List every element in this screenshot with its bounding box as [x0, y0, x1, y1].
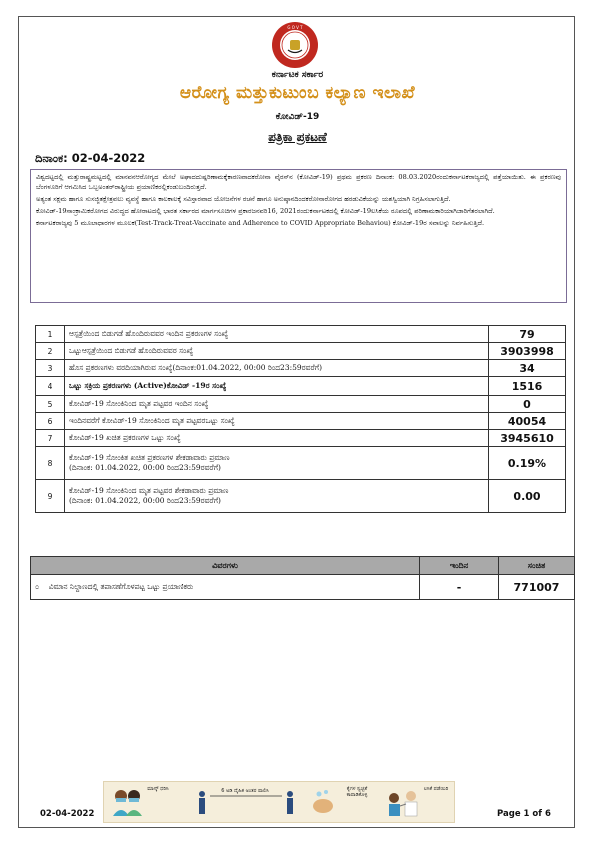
row-value: 0.00	[489, 480, 566, 513]
press-release-heading: ಪತ್ರಿಕಾ ಪ್ರಕಟಣೆ	[268, 130, 327, 144]
row-number: 2	[36, 343, 65, 360]
row-value: 79	[489, 326, 566, 343]
row-label: ಆಸ್ಪತ್ರೆಯಿಂದ ಬಿಡುಗಡೆ ಹೊಂದಿರುವವರ ಇಂದಿನ ಪ್ರಕರಣಗಳ ಸಂಖ್ಯೆ	[65, 326, 489, 343]
karnataka-emblem-icon	[270, 20, 320, 70]
row-label: ಒಟ್ಟುಆಸ್ಪತ್ರೆಯಿಂದ ಬಿಡುಗಡೆ ಹೊಂದಿರುವವರ ಸಂಖ್ಯೆ	[65, 343, 489, 360]
department-title: ಆರೋಗ್ಯ ಮತ್ತುಕುಟುಂಬ ಕಲ್ಯಾಣ ಇಲಾಖೆ	[179, 83, 416, 103]
row-total: 771007	[499, 575, 575, 600]
row-label: ಕೋವಿಡ್-19 ಖಚಿತ ಪ್ರಕರಣಗಳ ಒಟ್ಟು ಸಂಖ್ಯೆ	[65, 430, 489, 447]
row-value: 0	[489, 396, 566, 413]
banner-mask-label: ಮಾಸ್ಕ್ ಧರಿಸಿ	[147, 786, 169, 792]
banner-vaccine-label: ಲಸಿಕೆ ಪಡೆಯಿರಿ	[423, 786, 449, 792]
row-label: ಕೋವಿಡ್-19 ಸೋಂಕಿನಿಂದ ಮೃತ ಪಟ್ಟವರ ಇಂದಿನ ಸಂಖ್ಯೆ	[65, 396, 489, 413]
page-number: 1	[523, 809, 530, 819]
column-header: ಸಂಚಿತ	[499, 557, 575, 575]
row-label-sub: (ದಿನಾಂಕ: 01.04.2022, 00:00 ರಿಂದ23:59ರವರೆಗೆ)	[69, 496, 221, 505]
row-number: 7	[36, 430, 65, 447]
page-of: of	[529, 809, 545, 819]
row-number: 1	[36, 326, 65, 343]
table-row	[36, 343, 566, 360]
row-value: 0.19%	[489, 447, 566, 480]
page-prefix: Page	[497, 809, 524, 819]
row-label-text: ವಿಮಾನ ನಿಲ್ದಾಣದಲ್ಲಿ ತಪಾಸಣೆಗೊಳಪಟ್ಟ ಒಟ್ಟು ಪ್ರಯಾಣಿಕರು	[48, 582, 194, 591]
banner-handwash-label: ಕೈಗಳ ಸ್ವಚ್ಛತೆ ಕಾಪಾಡಿಕೊಳ್ಳಿ	[346, 786, 368, 798]
row-label	[65, 480, 489, 513]
row-label	[31, 575, 420, 600]
row-value: 34	[489, 360, 566, 377]
intro-box	[30, 169, 567, 303]
row-label-main: ಕೋವಿಡ್-19 ಸೋಂಕಿನಿಂದ ಮೃತ ಪಟ್ಟವರ ಶೇಕಡಾವಾರು ಪ್ರಮಾಣ	[69, 486, 229, 495]
row-value: 1516	[489, 377, 566, 396]
intro-paragraph: ಅತ್ಯಂತ ಸಕ್ಷಮ ಹಾಗೂ ಸುಸಜ್ಜಿತಕ್ಷೇತ್ರವಲು ವ್ಯವಸ್ಥೆ ಹಾಗೂ ಕಾಲಕಾಲಕ್ಕೆ ಸವಿಸ್ತಾರವಾದ ಯೋಜನೆಗಳ ರಚನೆ ಹಾಗೂ ಅನುಷ್ಠಾನದಿಂದಕರೋನಾರೋಗದ ಹರಡುವಿಕೆಯನ್ನು ಯಶಸ್ವಿಯಾಗಿ ನಿಗ್ರಹಿಸಲಾಗುತ್ತಿದೆ.	[36, 194, 451, 203]
page-indicator	[497, 809, 551, 819]
table-row	[36, 396, 566, 413]
vaccine-icon	[386, 787, 420, 817]
row-number: ೦	[35, 582, 40, 591]
intro-paragraph: ಕರ್ನಾಟಕರಾಜ್ಯವು 5 ಮೂಲಾಧಾರಗಳ ಮೂಲಕ(Test-Track-Treat-Vaccinate and Adherence to COVID Appropriate Behaviou) ಕೋವಿಡ್-19ರ ಸವಾಲನ್ನು ನಿರ್ವಹಿಸುತ್ತಿದೆ.	[36, 218, 485, 227]
page-total: 6	[544, 809, 551, 819]
table-header-row	[31, 557, 575, 575]
table-row	[31, 575, 575, 600]
row-number: 8	[36, 447, 65, 480]
svg-text:G O V T: G O V T	[287, 25, 303, 30]
table-row	[36, 480, 566, 513]
covid-precautions-banner	[103, 781, 455, 823]
row-number: 3	[36, 360, 65, 377]
row-number: 5	[36, 396, 65, 413]
airport-screening-table	[30, 556, 575, 600]
row-number: 4	[36, 377, 65, 396]
row-label: ಹೊಸ ಪ್ರಕರಣಗಳು ವರದಿಯಾಗಿರುವ ಸಂಖ್ಯೆ(ದಿನಾಂಕ:01.04.2022, 00:00 ರಿಂದ23:59ರವರೆಗೆ)	[65, 360, 489, 377]
covid-stats-table	[35, 325, 566, 513]
mask-people-icon	[112, 788, 142, 816]
table-row	[36, 447, 566, 480]
row-value: 3903998	[489, 343, 566, 360]
row-label-main: ಕೋವಿಡ್-19 ಸೋಂಕಿತ ಖಚಿತ ಪ್ರಕರಣಗಳ ಶೇಕಡಾವಾರು ಪ್ರಮಾಣ	[69, 453, 230, 462]
row-value: 40054	[489, 413, 566, 430]
government-name: ಕರ್ನಾಟಕ ಸರ್ಕಾರ	[271, 70, 324, 80]
intro-paragraph: ವಿಶ್ವದಟ್ಟದಲ್ಲಿ ಮತ್ತುರಾಷ್ಟ್ರಮಟ್ಟದಲ್ಲಿ ಮಾನವನಆರೋಗ್ಯದ ಮೇಲೆ ಅಘಾದದುಷ್ಪರಿಣಾಮಕ್ಕೆಕಾರಣವಾದಕರೋನಾ ವೈರಸ್‌ನ (ಕೋವಿಡ್-19) ಪ್ರಥಮ ಪ್ರಕರಣ ದಿನಾಂಕ: 08.03.2020ರಂದುಕರ್ನಾಟಕರಾಜ್ಯದಲ್ಲಿ ಪತ್ತೆಯಾಯಿತು. ಈ ಪ್ರಕರಣವು ಬೆಂಗಳೂರಿಗೆ ಆಗಮಿಸಿದ ಒಬ್ಬಅಂತರ್‌ರಾಷ್ಟ್ರೀಯ ಪ್ರಯಾಣಿಕರಲ್ಲಿಕಂಡುಬಂದಿರುತ್ತದೆ.	[36, 173, 561, 191]
row-label: ಇಂದಿನವರೆಗೆ ಕೋವಿಡ್-19 ಸೋಂಕಿನಿಂದ ಮೃತ ಪಟ್ಟವರಒಟ್ಟು ಸಂಖ್ಯೆ	[65, 413, 489, 430]
handwash-icon	[310, 788, 336, 816]
footer-date: 02-04-2022	[40, 809, 95, 819]
intro-paragraph: ಕೋವಿಡ್-19ಸಾಂಕ್ರಾಮಿಕರೋಗದ ವಿರುದ್ಧದ ಹೋರಾಟದಲ್ಲಿ ಭಾರತ ಸರ್ಕಾರದ ಮಾರ್ಗಸೂಚಿಗಳ ಪ್ರಕಾರಜನವರಿ16, 2021ರಂದುಕರ್ನಾಟಕದಲ್ಲಿ ಕೋವಿಡ್-19ಲಸಿಕೆಯ ರೂಪದಲ್ಲಿ ಪರಿಣಾಮಕಾರಿಯಾಗಿಜಾರಿಗೆತರಲಾಗಿದೆ.	[36, 206, 495, 215]
table-row	[36, 430, 566, 447]
column-header: ವಿವರಗಳು	[31, 557, 420, 575]
row-label: ಒಟ್ಟು ಸಕ್ರಿಯ ಪ್ರಕರಣಗಳು (Active)ಕೋವಿಡ್ -19ರ ಸಂಖ್ಯೆ	[65, 377, 489, 396]
column-header: ಇಂದಿನ	[420, 557, 499, 575]
release-date: ದಿನಾಂಕ: 02-04-2022	[35, 151, 146, 165]
row-today: -	[420, 575, 499, 600]
banner-distance-label: 6 ಅಡಿ ದೈಹಿಕ ಅಂತರ ಪಾಲಿಸಿ	[221, 788, 269, 794]
table-row	[36, 326, 566, 343]
table-row	[36, 360, 566, 377]
row-label	[65, 447, 489, 480]
row-label-sub: (ದಿನಾಂಕ: 01.04.2022, 00:00 ರಿಂದ23:59ರವರೆಗೆ)	[69, 463, 221, 472]
table-row	[36, 413, 566, 430]
table-row	[36, 377, 566, 396]
subject-label: ಕೋವಿಡ್-19	[275, 112, 320, 122]
row-number: 9	[36, 480, 65, 513]
row-value: 3945610	[489, 430, 566, 447]
row-number: 6	[36, 413, 65, 430]
